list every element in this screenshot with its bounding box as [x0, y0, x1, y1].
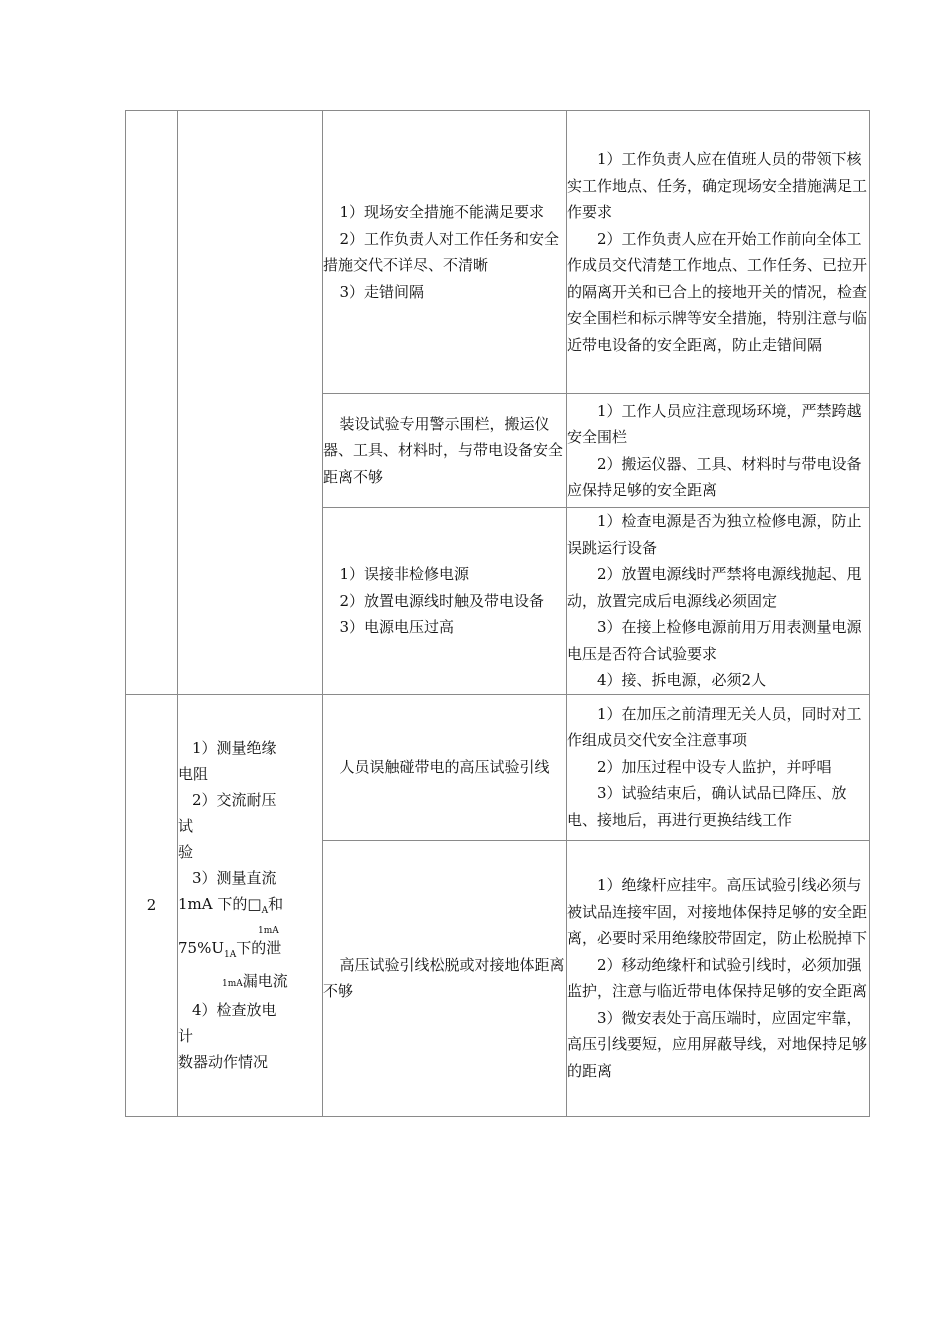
- hazard-line: 装设试验专用警示围栏，搬运仪器、工具、材料时，与带电设备安全距离不够: [323, 414, 564, 486]
- hazard-cell: [323, 508, 567, 695]
- table-row: [126, 111, 870, 394]
- measure-line: 3）微安表处于高压端时，应固定牢靠，高压引线要短，应用屏蔽导线，对地保持足够的距离: [567, 1008, 868, 1080]
- measure-cell: [567, 508, 870, 695]
- step-text: 和: [268, 895, 284, 913]
- measure-line: 1）工作人员应注意现场环境，严禁跨越安全围栏: [567, 401, 862, 446]
- step-text: 75%U: [178, 939, 224, 957]
- hazard-line: 1）误接非检修电源: [339, 565, 470, 583]
- measure-line: 1）检查电源是否为独立检修电源，防止误跳运行设备: [567, 512, 862, 557]
- subscript: A: [261, 906, 269, 916]
- hazard-cell: [323, 840, 567, 1116]
- measure-line: 1）工作负责人应在值班人员的带领下核实工作地点、任务，确定现场安全措施满足工作要求: [567, 150, 868, 221]
- hazard-line: 1）现场安全措施不能满足要求: [339, 203, 545, 221]
- measure-line: 2）放置电源线时严禁将电源线抛起、甩动，放置完成后电源线必须固定: [567, 565, 862, 610]
- measure-cell: [567, 394, 870, 508]
- step-line: 数器动作情况: [178, 1053, 269, 1071]
- step-line: 1）测量绝缘: [192, 739, 277, 757]
- hazard-cell: [323, 394, 567, 508]
- measure-line: 3）在接上检修电源前用万用表测量电源电压是否符合试验要求: [567, 618, 862, 663]
- hazard-line: 人员误触碰带电的高压试验引线: [339, 757, 550, 776]
- step-line: 验: [178, 843, 194, 861]
- hazard-line: 2）工作负责人对工作任务和安全措施交代不详尽、不清晰: [323, 229, 560, 274]
- step-line: 2）交流耐压: [192, 791, 277, 809]
- group2-number-cell: 2: [126, 694, 178, 1116]
- symbol-glyph: □: [247, 895, 262, 913]
- group2-step-cell: [178, 694, 323, 1116]
- hazard-line: 高压试验引线松脱或对接地体距离不够: [323, 955, 565, 1000]
- step-line: 3）测量直流: [192, 869, 277, 887]
- subscript: 1mA: [258, 926, 279, 936]
- step-line: [178, 891, 322, 924]
- step-line: 计: [178, 1027, 194, 1045]
- measure-line: 4）接、拆电源，必须2人: [597, 671, 767, 689]
- step-line: 试: [178, 817, 194, 835]
- measure-cell: [567, 840, 870, 1116]
- subscript: 1mA: [222, 979, 243, 989]
- step-text: 漏电流: [242, 972, 288, 990]
- group1-number-cell: [126, 111, 178, 695]
- step-line: [178, 935, 322, 968]
- step-line: [178, 968, 322, 997]
- safety-measures-table: [125, 110, 870, 1117]
- measure-cell: [567, 694, 870, 840]
- hazard-line: 3）电源电压过高: [339, 618, 455, 636]
- measure-cell: [567, 111, 870, 394]
- step-line: 4）检查放电: [192, 1001, 277, 1019]
- measure-line: 3）试验结束后，确认试品已降压、放电、接地后，再进行更换结线工作: [567, 784, 847, 829]
- hazard-cell: [323, 694, 567, 840]
- measure-line: 2）移动绝缘杆和试验引线时，必须加强监护，注意与临近带电体保持足够的安全距离: [567, 955, 868, 1000]
- step-text: 1mA 下的: [178, 895, 248, 913]
- table-row: [126, 694, 870, 840]
- subscript: 1A: [223, 950, 237, 960]
- step-note: [178, 924, 322, 935]
- hazard-cell: [323, 111, 567, 394]
- measure-line: 2）加压过程中设专人监护，并呼唱: [597, 757, 832, 776]
- group1-step-cell: [178, 111, 323, 695]
- step-text: 下的泄: [236, 939, 282, 957]
- step-line: 电阻: [178, 765, 209, 783]
- hazard-line: 2）放置电源线时触及带电设备: [339, 591, 545, 610]
- measure-line: 2）搬运仪器、工具、材料时与带电设备应保持足够的安全距离: [567, 454, 862, 499]
- hazard-line: 3）走错间隔: [339, 282, 425, 301]
- measure-line: 2）工作负责人应在开始工作前向全体工作成员交代清楚工作地点、工作任务、已拉开的隔离开关和已合上的接地开关的情况，检查安全围栏和标示牌等安全措施，特别注意与临近带电设备的安全距离，防止走错间隔: [567, 229, 868, 354]
- measure-line: 1）在加压之前清理无关人员，同时对工作组成员交代安全注意事项: [567, 704, 862, 750]
- measure-line: 1）绝缘杆应挂牢。高压试验引线必须与被试品连接牢固，对接地体保持足够的安全距离，必要时采用绝缘胶带固定，防止松脱掉下: [567, 876, 868, 947]
